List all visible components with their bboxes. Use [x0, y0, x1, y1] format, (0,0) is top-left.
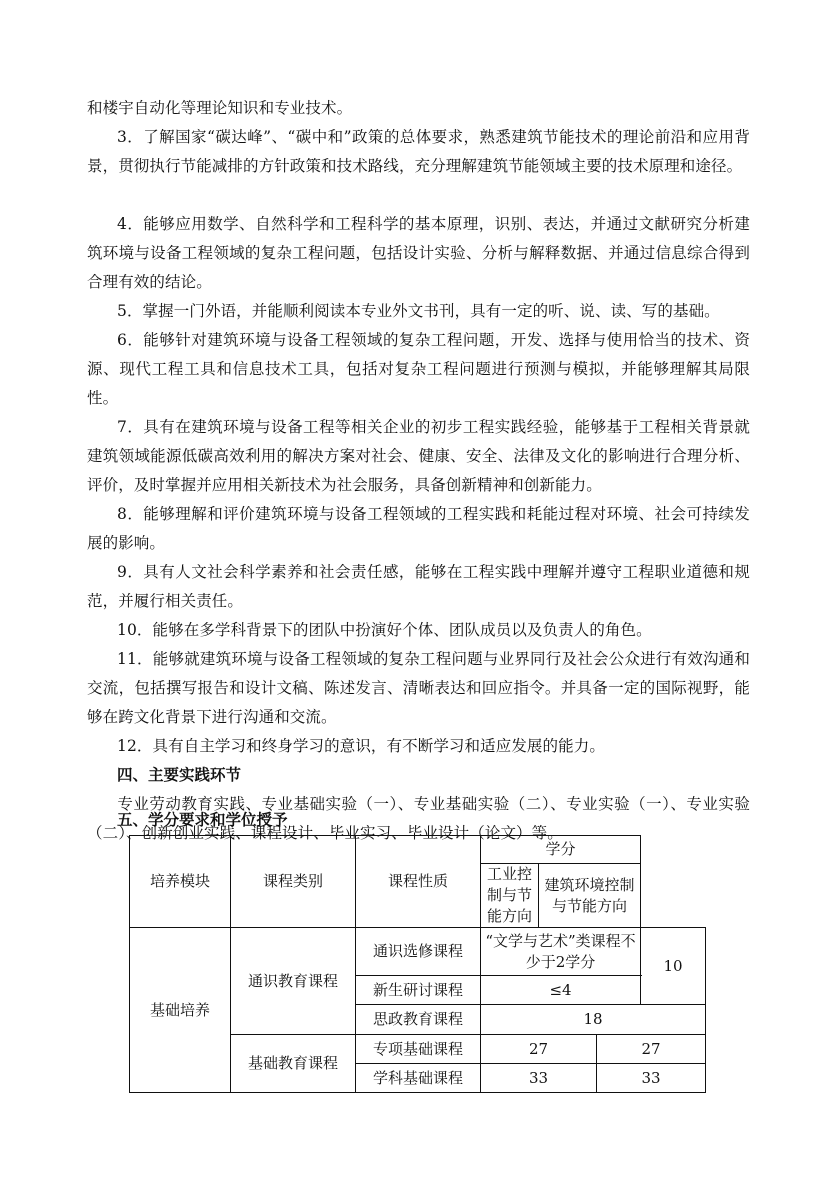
header-module: 培养模块 [130, 836, 231, 928]
cell-total-general-elective: 10 [641, 928, 706, 1005]
paragraph-item-6 [87, 326, 750, 413]
cell-category-general: 通识教育课程 [231, 928, 356, 1035]
cell-value-ideology: 18 [481, 1005, 706, 1035]
section-heading-practice: 四、主要实践环节 [117, 766, 242, 784]
header-nature: 课程性质 [356, 836, 481, 928]
cell-category-foundation: 基础教育课程 [231, 1035, 356, 1093]
cell-value-special-foundation-dir1: 27 [481, 1035, 597, 1064]
cell-nature-ideology: 思政教育课程 [356, 1005, 481, 1035]
paragraph-text: 3．了解国家“碳达峰”、“碳中和”政策的总体要求，熟悉建筑节能技术的理论前沿和应用背景，贯彻执行节能减排的方针政策和技术路线，充分理解建筑节能领域主要的技术原理和途径。 [87, 128, 750, 175]
paragraph-text: 8．能够理解和评价建筑环境与设备工程领域的工程实践和耗能过程对环境、社会可持续发展的影响。 [87, 505, 750, 552]
header-direction-building: 建筑环境控制与节能方向 [539, 864, 641, 928]
paragraph-text: 和楼宇自动化等理论知识和专业技术。 [87, 99, 353, 117]
paragraph-item-10 [87, 616, 750, 645]
paragraph-item-11 [87, 645, 750, 732]
paragraph-item-8 [87, 500, 750, 558]
cell-nature-general-elective: 通识选修课程 [356, 928, 481, 976]
cell-value-general-elective: “文学与艺术”类课程不少于2学分 [481, 928, 641, 976]
paragraph-text: 6．能够针对建筑环境与设备工程领域的复杂工程问题，开发、选择与使用恰当的技术、资源、现代工程工具和信息技术工具，包括对复杂工程问题进行预测与模拟，并能够理解其局限性。 [87, 331, 750, 407]
cell-value-special-foundation-dir2: 27 [597, 1035, 706, 1064]
cell-value-discipline-foundation-dir1: 33 [481, 1064, 597, 1093]
cell-nature-freshman-seminar: 新生研讨课程 [356, 976, 481, 1005]
paragraph-item-3 [87, 123, 750, 181]
paragraph-item-9 [87, 558, 750, 616]
cell-nature-discipline-foundation: 学科基础课程 [356, 1064, 481, 1093]
paragraph-text: 4．能够应用数学、自然科学和工程科学的基本原理，识别、表达，并通过文献研究分析建筑环境与设备工程领域的复杂工程问题，包括设计实验、分析与解释数据、并通过信息综合得到合理有效的结论。 [87, 215, 750, 291]
paragraph-text: 10．能够在多学科背景下的团队中扮演好个体、团队成员以及负责人的角色。 [117, 621, 652, 639]
paragraph-item-7 [87, 413, 750, 500]
cell-value-freshman-seminar: ≤4 [481, 976, 641, 1005]
header-credits: 学分 [481, 836, 641, 864]
paragraph-text: 11．能够就建筑环境与设备工程领域的复杂工程问题与业界同行及社会公众进行有效沟通和交流，包括撰写报告和设计文稿、陈述发言、清晰表达和回应指令。并具备一定的国际视野，能够在跨文化背景下进行沟通和交流。 [87, 650, 750, 726]
cell-value-discipline-foundation-dir2: 33 [597, 1064, 706, 1093]
section-heading-credits: 五、学分要求和学位授予 [117, 811, 288, 829]
paragraph-text: 12．具有自主学习和终身学习的意识，有不断学习和适应发展的能力。 [117, 737, 605, 755]
header-category: 课程类别 [231, 836, 356, 928]
paragraph-text: 7．具有在建筑环境与设备工程等相关企业的初步工程实践经验，能够基于工程相关背景就建筑领域能源低碳高效利用的解决方案对社会、健康、安全、法律及文化的影响进行合理分析、评价，及时掌握并应用相关新技术为社会服务，具备创新精神和创新能力。 [87, 418, 750, 494]
credits-table [129, 835, 706, 1093]
cell-nature-special-foundation: 专项基础课程 [356, 1035, 481, 1064]
paragraph-text: 专业劳动教育实践、专业基础实验（一）、专业基础实验（二）、专业实验（一）、专业实验（二）、创新创业实践、课程设计、毕业实习、毕业设计（论文）等。 [87, 795, 750, 842]
paragraph-text: 5．掌握一门外语，并能顺利阅读本专业外文书刊，具有一定的听、说、读、写的基础。 [117, 302, 720, 320]
paragraph-item-4 [87, 210, 750, 297]
paragraph-item-12 [87, 732, 750, 761]
paragraph-item-5 [87, 297, 750, 326]
paragraph-text: 9．具有人文社会科学素养和社会责任感，能够在工程实践中理解并遵守工程职业道德和规范，并履行相关责任。 [87, 563, 750, 610]
paragraph-continuation [87, 94, 750, 123]
header-direction-industrial: 工业控制与节能方向 [481, 864, 539, 928]
cell-module-basic: 基础培养 [130, 928, 231, 1093]
